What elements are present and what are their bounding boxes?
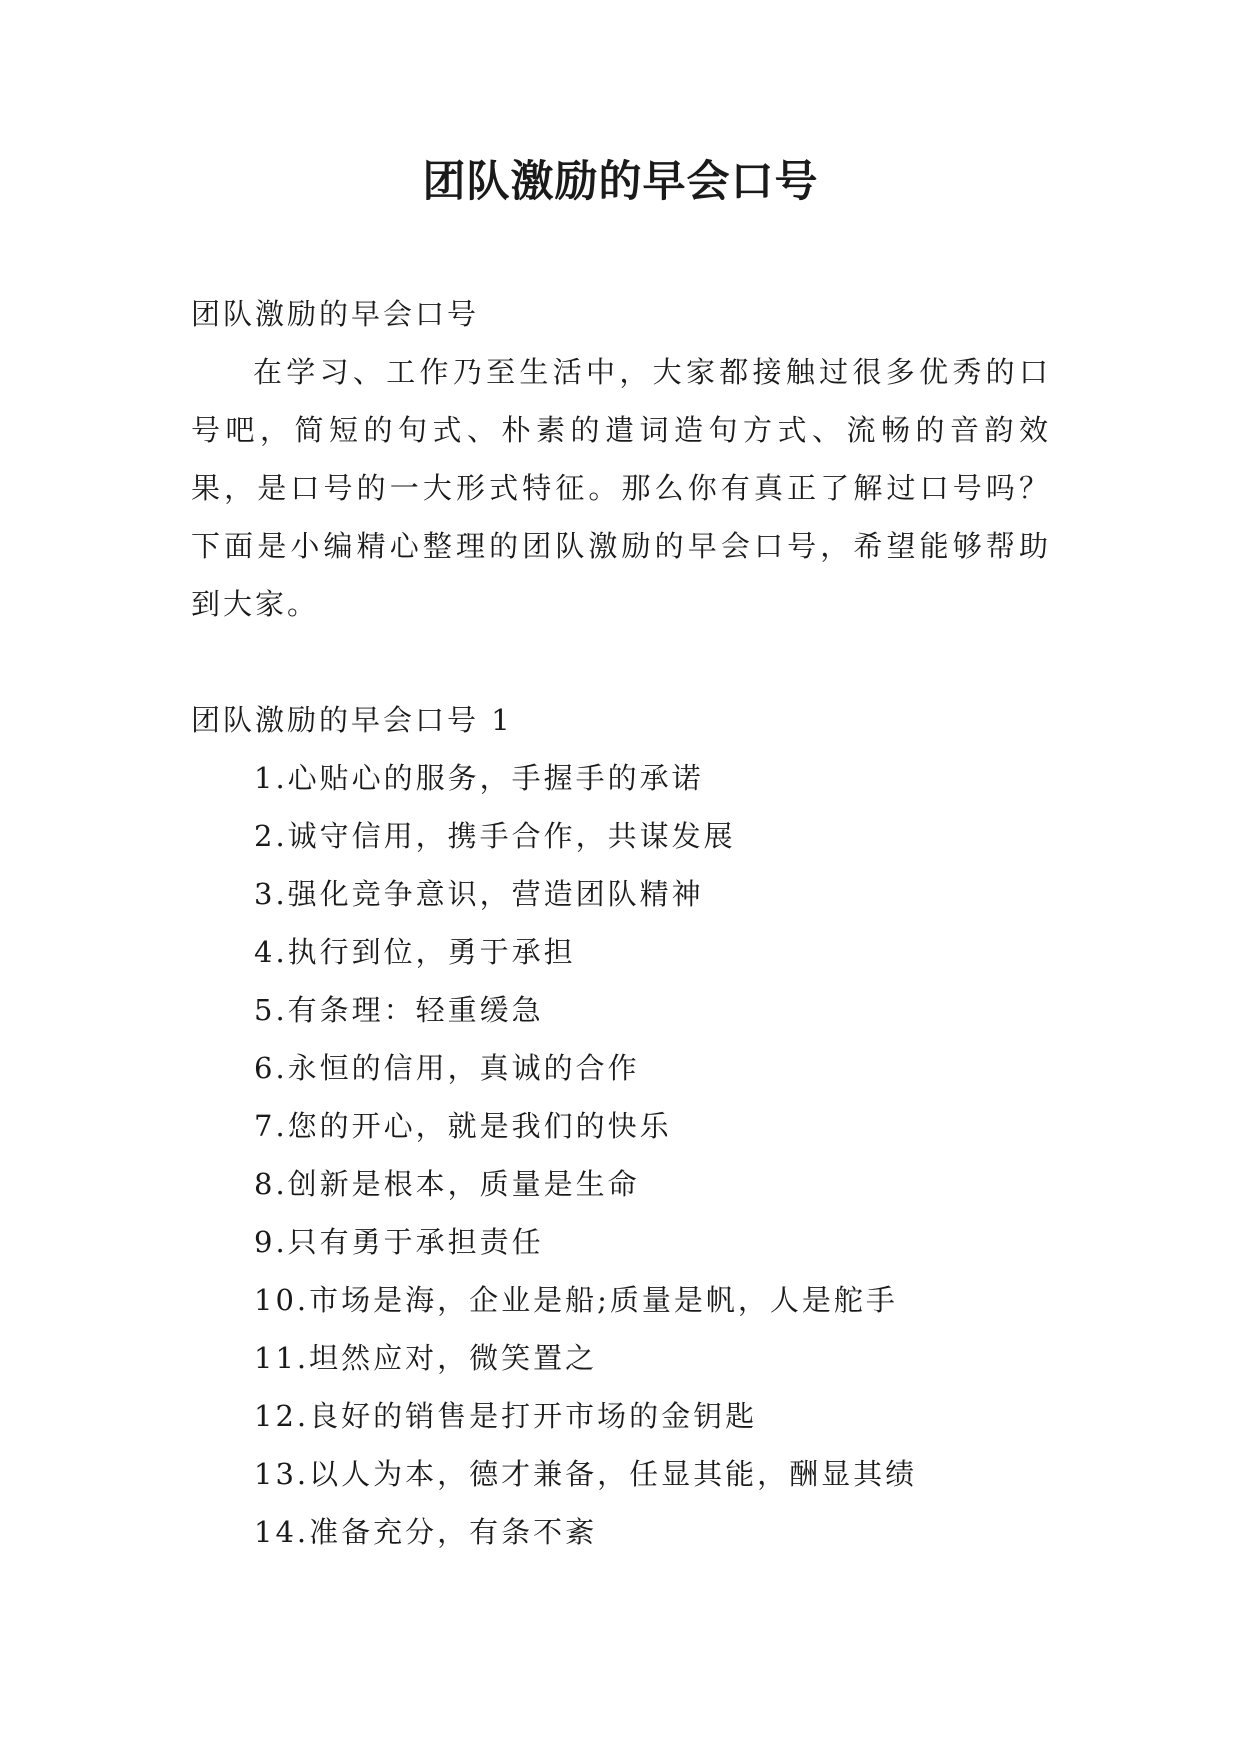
document-body bbox=[191, 285, 1051, 1561]
slogan-item: 6.永恒的信用，真诚的合作 bbox=[254, 1051, 640, 1085]
slogan-item: 2.诚守信用，携手合作，共谋发展 bbox=[254, 819, 736, 853]
slogan-item: 14.准备充分，有条不紊 bbox=[254, 1515, 598, 1549]
intro-paragraph: 在学习、工作乃至生活中，大家都接触过很多优秀的口号吧，简短的句式、朴素的遣词造句方式、流畅的音韵效果，是口号的一大形式特征。那么你有真正了解过口号吗？下面是小编精心整理的团队激励的早会口号，希望能够帮助到大家。 bbox=[191, 355, 1051, 621]
paragraph-spacer bbox=[191, 633, 1051, 691]
document-subtitle: 团队激励的早会口号 bbox=[191, 297, 480, 331]
slogan-list bbox=[191, 749, 1051, 1561]
section-heading: 团队激励的早会口号 1 bbox=[191, 703, 513, 737]
slogan-item: 3.强化竞争意识，营造团队精神 bbox=[254, 877, 704, 911]
slogan-item: 9.只有勇于承担责任 bbox=[254, 1225, 544, 1259]
document-title: 团队激励的早会口号 bbox=[422, 157, 819, 207]
slogan-item: 11.坦然应对，微笑置之 bbox=[254, 1341, 598, 1375]
slogan-item: 10.市场是海，企业是船;质量是帆，人是舵手 bbox=[254, 1283, 898, 1317]
slogan-item: 1.心贴心的服务，手握手的承诺 bbox=[254, 761, 704, 795]
slogan-item: 8.创新是根本，质量是生命 bbox=[254, 1167, 640, 1201]
slogan-item: 12.良好的销售是打开市场的金钥匙 bbox=[254, 1399, 758, 1433]
slogan-item: 5.有条理：轻重缓急 bbox=[254, 993, 544, 1027]
slogan-item: 13.以人为本，德才兼备，任显其能，酬显其绩 bbox=[254, 1457, 918, 1491]
slogan-item: 7.您的开心，就是我们的快乐 bbox=[254, 1109, 672, 1143]
slogan-item: 4.执行到位，勇于承担 bbox=[254, 935, 576, 969]
